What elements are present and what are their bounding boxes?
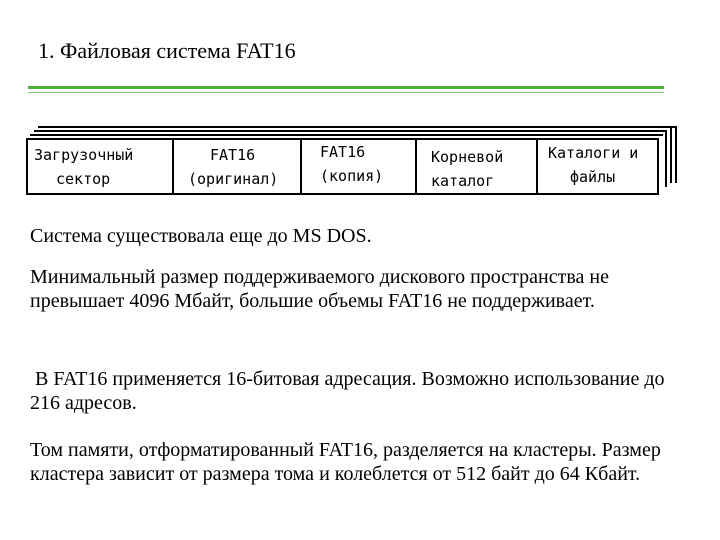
paragraph: Система существовала еще до MS DOS. [30, 225, 372, 247]
stack-layer-mid [30, 134, 663, 136]
cell-boot-sector [28, 140, 174, 193]
title-underline [28, 86, 664, 89]
cell-line: файлы [570, 168, 616, 186]
cell-line: сектор [56, 170, 111, 188]
cell-root-directory [417, 140, 538, 193]
disk-strip [26, 138, 659, 195]
title-underline-thin [28, 92, 664, 93]
cell-line: Загрузочный [34, 146, 134, 164]
paragraph: Том памяти, отформатированный FAT16, разделяется на кластеры. Размер кластера зависит от размера тома и колеблется от 512 байт до 64 Кбайт. [30, 439, 661, 485]
cell-line: каталог [431, 172, 495, 190]
cell-line: (копия) [320, 167, 384, 185]
cell-line: FAT16 [320, 143, 366, 161]
stack-layer-right-3 [675, 128, 677, 183]
cell-directories-files [538, 140, 657, 193]
stack-layer-back [38, 126, 677, 128]
cell-line: Корневой [431, 148, 504, 166]
paragraph: Минимальный размер поддерживаемого дискового пространства не превышает 4096 Мбайт, большие объемы FAT16 не поддерживает. [30, 266, 609, 312]
paragraph: В FAT16 применяется 16-битовая адресация. Возможно использование до 216 адресов. [30, 368, 670, 414]
cell-line: FAT16 [210, 146, 256, 164]
cell-fat-original [174, 140, 302, 193]
stack-layer-right-2 [670, 126, 672, 183]
slide-title: 1. Файловая система FAT16 [38, 38, 296, 63]
cell-line: Каталоги и [548, 144, 639, 162]
cell-line: (оригинал) [188, 170, 279, 188]
cell-fat-copy [302, 140, 417, 193]
stack-layer-top [34, 130, 667, 132]
stack-layer-right-1 [665, 130, 667, 187]
